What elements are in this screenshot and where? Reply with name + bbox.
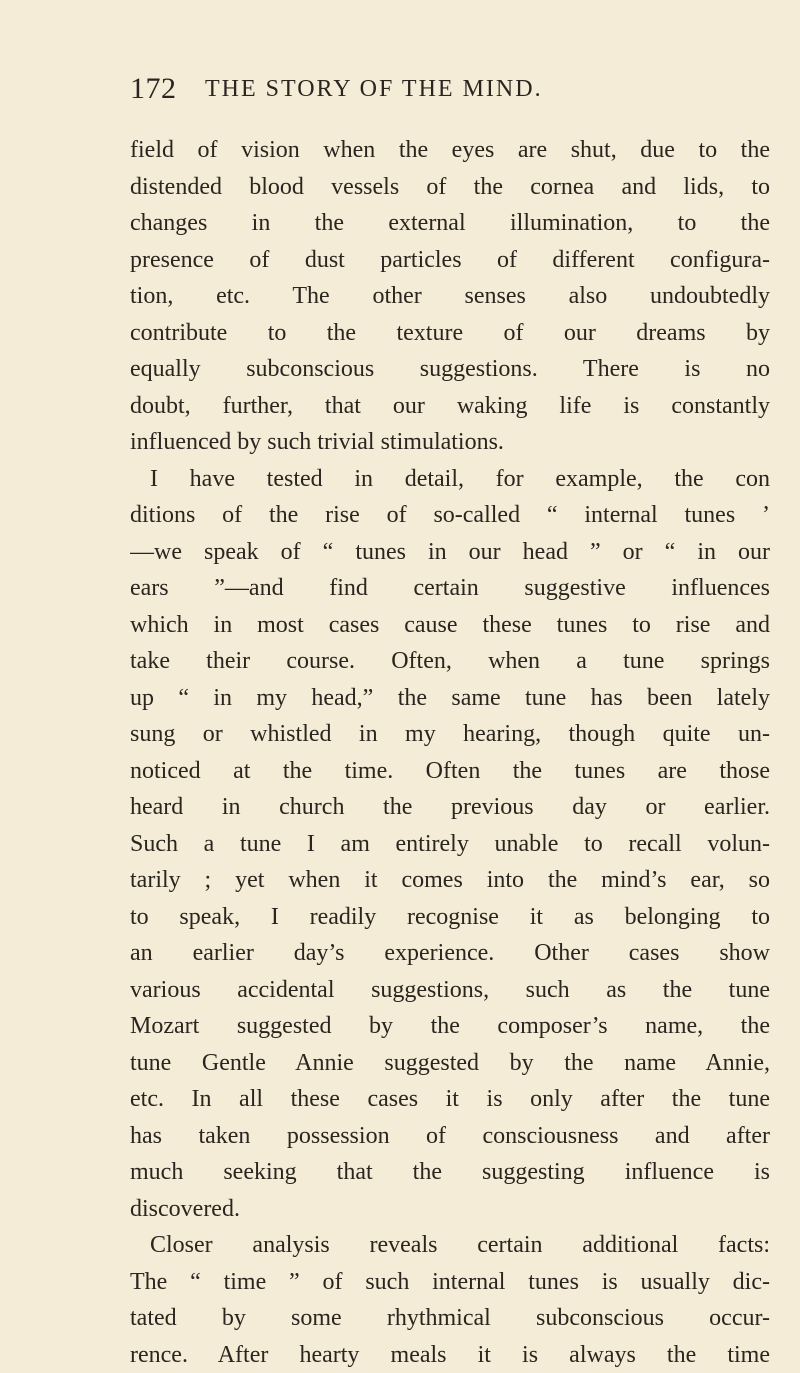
text-line: an earlier day’s experience. Other cases show	[130, 935, 770, 972]
text-line: influenced by such trivial stimulations.	[130, 424, 770, 461]
text-line: take their course. Often, when a tune springs	[130, 643, 770, 680]
text-line: presence of dust particles of different configura-	[130, 242, 770, 279]
text-line: various accidental suggestions, such as the tune	[130, 972, 770, 1009]
text-line: tated by some rhythmical subconscious occur-	[130, 1300, 770, 1337]
text-line: to speak, I readily recognise it as belonging to	[130, 899, 770, 936]
text-line: ears ”—and find certain suggestive influences	[130, 570, 770, 607]
text-line: The “ time ” of such internal tunes is usually dic-	[130, 1264, 770, 1301]
text-line: —we speak of “ tunes in our head ” or “ in our	[130, 534, 770, 571]
text-line: rence. After hearty meals it is always the time	[130, 1337, 770, 1373]
text-line: ditions of the rise of so-called “ internal tunes ’	[130, 497, 770, 534]
running-head: THE STORY OF THE MIND.	[205, 76, 543, 103]
body-text	[130, 132, 770, 1373]
page-header	[130, 72, 770, 112]
text-line: tune Gentle Annie suggested by the name Annie,	[130, 1045, 770, 1082]
text-line: sung or whistled in my hearing, though quite un-	[130, 716, 770, 753]
text-line: field of vision when the eyes are shut, due to the	[130, 132, 770, 169]
text-line: changes in the external illumination, to the	[130, 205, 770, 242]
text-line: Closer analysis reveals certain additional facts:	[130, 1227, 770, 1264]
text-line: equally subconscious suggestions. There is no	[130, 351, 770, 388]
text-line: doubt, further, that our waking life is constantly	[130, 388, 770, 425]
text-line: heard in church the previous day or earlier.	[130, 789, 770, 826]
text-line: Such a tune I am entirely unable to recall volun-	[130, 826, 770, 863]
text-line: tion, etc. The other senses also undoubtedly	[130, 278, 770, 315]
text-line: which in most cases cause these tunes to rise and	[130, 607, 770, 644]
text-line: distended blood vessels of the cornea and lids, to	[130, 169, 770, 206]
text-line: etc. In all these cases it is only after the tune	[130, 1081, 770, 1118]
text-line: much seeking that the suggesting influence is	[130, 1154, 770, 1191]
text-line: tarily ; yet when it comes into the mind’s ear, so	[130, 862, 770, 899]
text-line: Mozart suggested by the composer’s name, the	[130, 1008, 770, 1045]
page-number: 172	[130, 72, 177, 106]
text-line: up “ in my head,” the same tune has been lately	[130, 680, 770, 717]
text-line: has taken possession of consciousness and after	[130, 1118, 770, 1155]
text-line: discovered.	[130, 1191, 770, 1228]
text-line: noticed at the time. Often the tunes are those	[130, 753, 770, 790]
text-line: I have tested in detail, for example, the con	[130, 461, 770, 498]
text-line: contribute to the texture of our dreams by	[130, 315, 770, 352]
